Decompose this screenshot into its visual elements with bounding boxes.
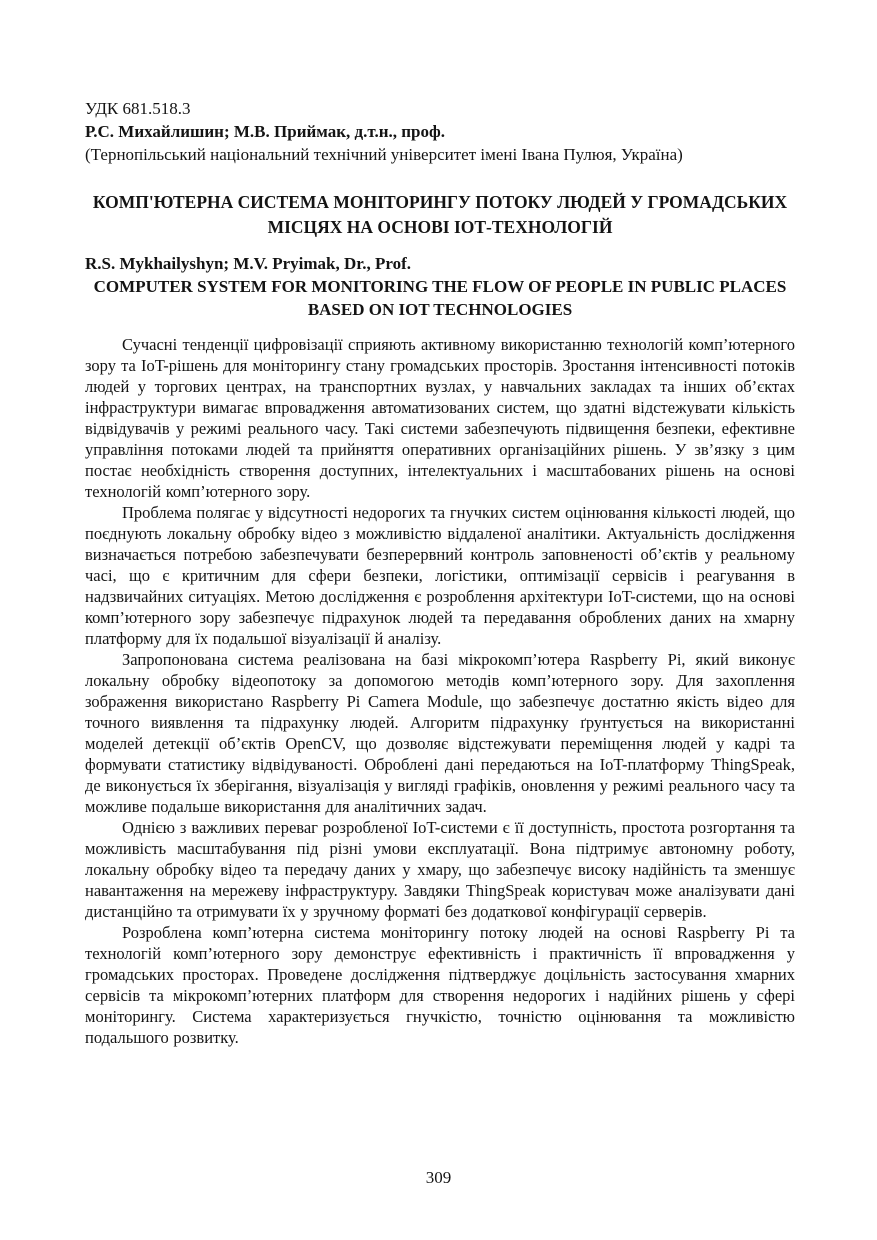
udc-code: УДК 681.518.3 <box>85 99 191 118</box>
title-uk: КОМП'ЮТЕРНА СИСТЕМА МОНІТОРИНГУ ПОТОКУ ЛЮДЕЙ У ГРОМАДСЬКИХ МІСЦЯХ НА ОСНОВІ ІОТ-ТЕХНОЛОГІЙ <box>92 192 788 237</box>
affiliation: (Тернопільський національний технічний університет імені Івана Пулюя, Україна) <box>85 145 683 164</box>
authors-en: R.S. Mykhailyshyn; M.V. Pryimak, Dr., Prof. <box>85 254 412 273</box>
authors-uk: Р.С. Михайлишин; М.В. Приймак, д.т.н., проф. <box>85 122 446 141</box>
paragraph-2: Проблема полягає у відсутності недорогих та гнучких систем оцінювання кількості людей, що поєднують локальну обробку відео з можливістю віддаленої аналітики. Актуальність дослідження визначається потребою забезпечувати безперервний контроль заповненості об’єктів у реальному часі, що є критичним для сфери безпеки, логістики, оптимізації сервісів і реагування в надзвичайних ситуаціях. Метою дослідження є розроблення архітектури IoT-системи, що на основі комп’ютерного зору забезпечує підрахунок людей та передавання оброблених даних на хмарну платформу для їх подальшої візуалізації й аналізу. <box>85 503 795 648</box>
abstract-body <box>85 334 795 1048</box>
paragraph-3: Запропонована система реалізована на базі мікрокомп’ютера Raspberry Pi, який виконує локальну обробку відеопотоку за допомогою методів комп’ютерного зору. Для захоплення зображення використано Raspberry Pi Camera Module, що забезпечує достатню якість відео для точного виявлення та підрахунку людей. Алгоритм підрахунку ґрунтується на використанні моделей детекції об’єктів OpenCV, що дозволяє відстежувати переміщення людей у кадрі та формувати статистику відвідуваності. Оброблені дані передаються на IoT-платформу ThingSpeak, де виконується їх зберігання, візуалізація у вигляді графіків, оновлення у режимі реального часу та можливе подальше використання для аналітичних задач. <box>85 650 795 816</box>
paragraph-1: Сучасні тенденції цифровізації сприяють активному використанню технологій комп’ютерного зору та IoT-рішень для моніторингу стану громадських просторів. Зростання інтенсивності потоків людей у торгових центрах, на транспортних вузлах, у навчальних закладах та інших об’єктах інфраструктури вимагає впровадження автоматизованих систем, що здатні відстежувати кількість відвідувачів у режимі реального часу. Такі системи забезпечують підвищення безпеки, ефективне управління потоками людей та прийняття оперативних організаційних рішень. У зв’язку з цим постає необхідність створення доступних, інтелектуальних і масштабованих рішень на основі технологій комп’ютерного зору. <box>85 335 795 501</box>
page-number: 309 <box>425 1168 452 1187</box>
paragraph-5: Розроблена комп’ютерна система моніторингу потоку людей на основі Raspberry Pi та технологій комп’ютерного зору демонструє ефективність і практичність її впровадження у громадських просторах. Проведене дослідження підтверджує доцільність застосування хмарних сервісів та мікрокомп’ютерних платформ для створення недорогих і надійних рішень у сфері моніторингу. Система характеризується гнучкістю, точністю оцінювання та можливістю подальшого розвитку. <box>85 923 795 1047</box>
paragraph-4: Однією з важливих переваг розробленої IoT-системи є її доступність, простота розгортання та можливість масштабування під різні умови експлуатації. Вона підтримує автономну роботу, локальну обробку відео та передачу даних у хмару, що забезпечує високу надійність та зменшує навантаження на мережеву інфраструктуру. Завдяки ThingSpeak користувач може аналізувати дані дистанційно та отримувати їх у зручному форматі без додаткової конфігурації серверів. <box>85 818 795 921</box>
title-en: COMPUTER SYSTEM FOR MONITORING THE FLOW OF PEOPLE IN PUBLIC PLACES BASED ON IOT TECHNOLOGIES <box>93 277 787 319</box>
